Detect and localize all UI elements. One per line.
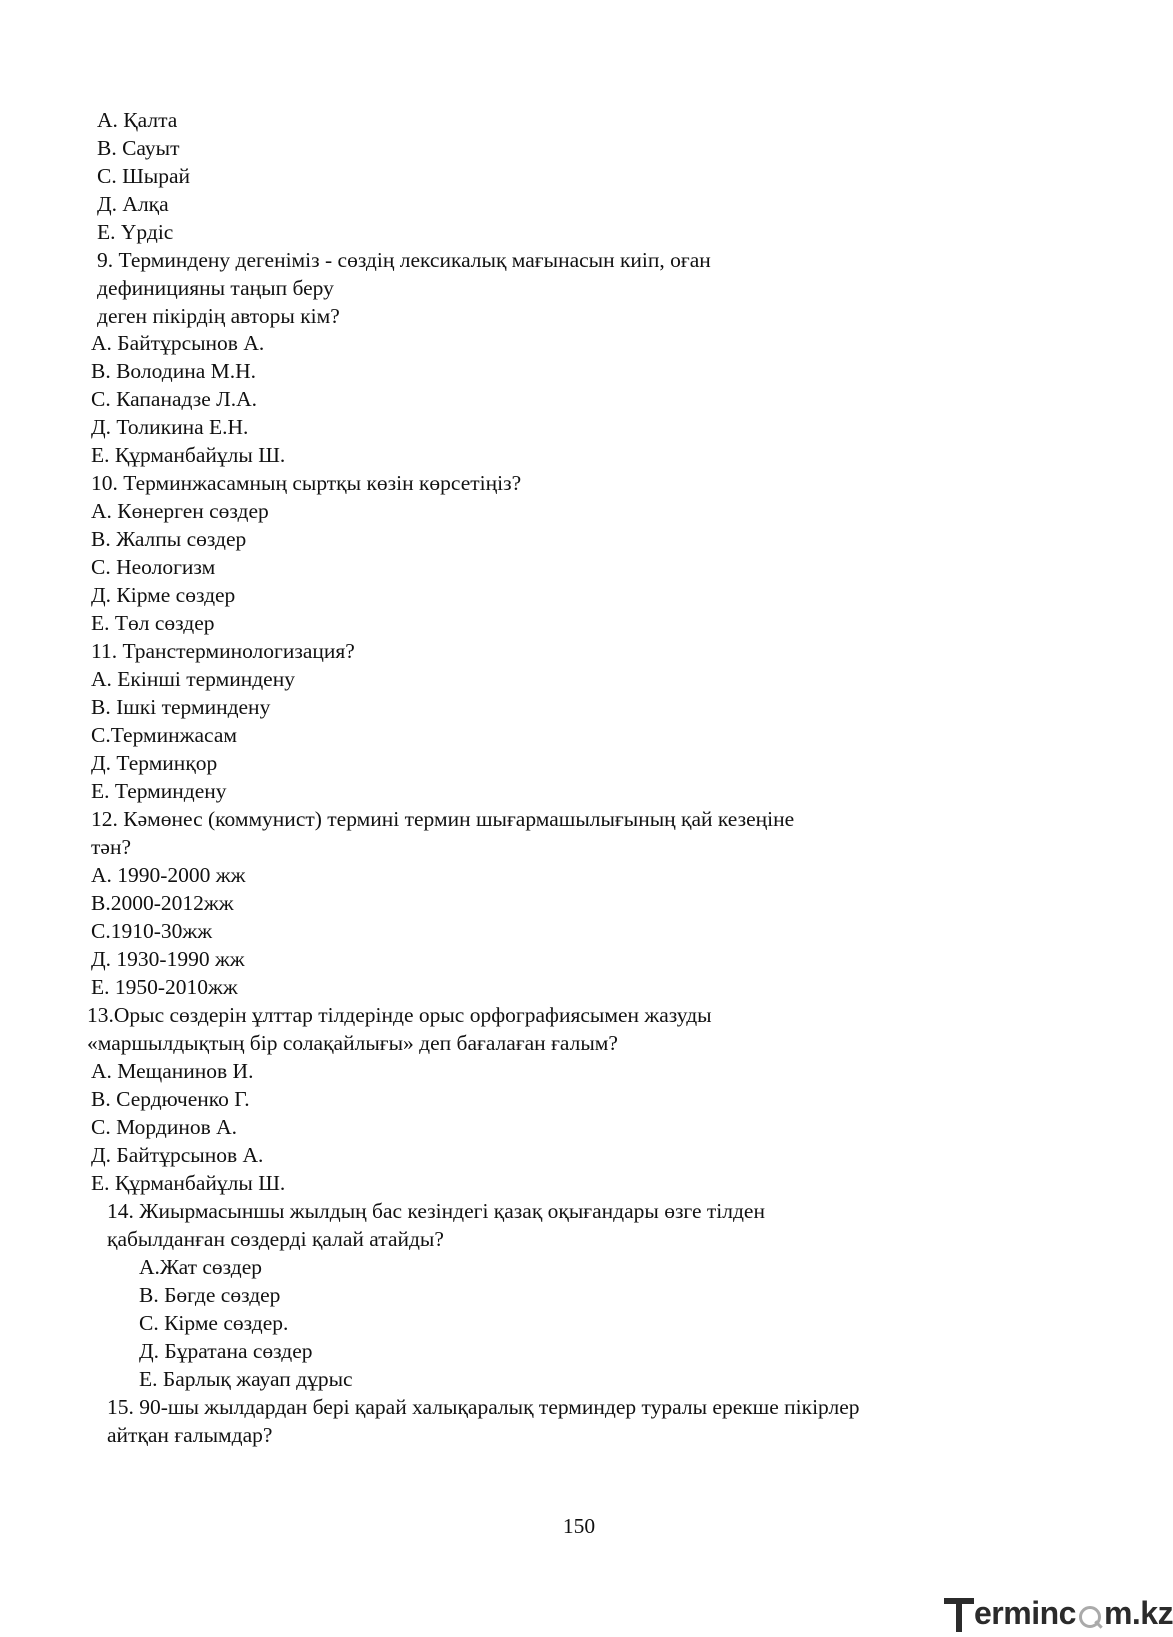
text-line: Д. Байтұрсынов А. [91, 1143, 264, 1167]
text-line: Е. Үрдіс [97, 220, 174, 244]
text-line: А.Жат сөздер [139, 1255, 263, 1279]
text-line: Е. Терминдену [91, 779, 227, 803]
text-line: Д. Толикина Е.Н. [91, 415, 249, 439]
text-line: 13.Орыс сөздерін ұлттар тілдерінде орыс орфографиясымен жазуды [87, 1003, 712, 1027]
text-line: С. Шырай [97, 164, 191, 188]
text-line: 14. Жиырмасыншы жылдың бас кезіндегі қазақ оқығандары өзге тілден [107, 1199, 765, 1223]
text-line: А. Екінші терминдену [91, 667, 295, 691]
text-line: А. 1990-2000 жж [91, 863, 246, 887]
text-line: В. Бөгде сөздер [139, 1283, 281, 1307]
text-line: Д. 1930-1990 жж [91, 947, 245, 971]
text-line: «маршылдықтың бір солақайлығы» деп бағалаған ғалым? [87, 1031, 618, 1055]
text-line: А. Мещанинов И. [91, 1059, 254, 1083]
text-line: В.2000-2012жж [91, 891, 234, 915]
text-line: Е. 1950-2010жж [91, 975, 238, 999]
text-line: В. Володина М.Н. [91, 359, 257, 383]
text-line: 11. Транстерминологизация? [91, 639, 355, 663]
logo-t-icon [944, 1596, 974, 1632]
text-line: В. Сердюченко Г. [91, 1087, 250, 1111]
text-line: 12. Кәмөнес (коммунист) термині термин шығармашылығының қай кезеңіне [91, 807, 795, 831]
text-line: А. Қалта [97, 108, 178, 132]
text-line: С. Неологизм [91, 555, 216, 579]
text-line: 9. Терминдену дегеніміз - сөздің лексикалық мағынасын киіп, оған [97, 248, 711, 272]
logo-text-tail: m.kz [1103, 1595, 1173, 1631]
text-line: Д. Алқа [97, 192, 169, 216]
text-line: дефиницияны таңып беру [97, 276, 334, 300]
text-line: С. Кірме сөздер. [139, 1311, 289, 1335]
text-line: қабылданған сөздерді қалай атайды? [107, 1227, 444, 1251]
text-line: Е. Төл сөздер [91, 611, 215, 635]
text-line: В. Жалпы сөздер [91, 527, 247, 551]
text-line: Д. Терминқор [91, 751, 218, 775]
magnifier-icon [1077, 1604, 1103, 1630]
text-line: С. Капанадзе Л.А. [91, 387, 257, 411]
text-line: А. Көнерген сөздер [91, 499, 269, 523]
text-line: В. Ішкі терминдену [91, 695, 271, 719]
text-line: С.1910-30жж [91, 919, 213, 943]
text-line: Д. Бұратана сөздер [139, 1339, 313, 1363]
text-line: 15. 90-шы жылдардан бері қарай халықаралық терминдер туралы ерекше пікірлер [107, 1395, 860, 1419]
text-line: В. Сауыт [97, 136, 180, 160]
text-line: А. Байтұрсынов А. [91, 331, 265, 355]
text-line: тән? [91, 835, 131, 859]
text-line: 10. Терминжасамның сыртқы көзін көрсетіңіз? [91, 471, 522, 495]
text-line: Е. Құрманбайұлы Ш. [91, 1171, 286, 1195]
text-line: Д. Кірме сөздер [91, 583, 236, 607]
text-line: Е. Құрманбайұлы Ш. [91, 443, 286, 467]
text-line: С. Мординов А. [91, 1115, 238, 1139]
logo-text-mid: erminc [974, 1595, 1076, 1631]
page-number: 150 [562, 1514, 596, 1538]
site-logo [944, 1588, 1173, 1632]
text-line: деген пікірдің авторы кім? [97, 304, 340, 328]
text-line: Е. Барлық жауап дұрыс [139, 1367, 353, 1391]
text-line: С.Терминжасам [91, 723, 237, 747]
text-line: айтқан ғалымдар? [107, 1423, 273, 1447]
